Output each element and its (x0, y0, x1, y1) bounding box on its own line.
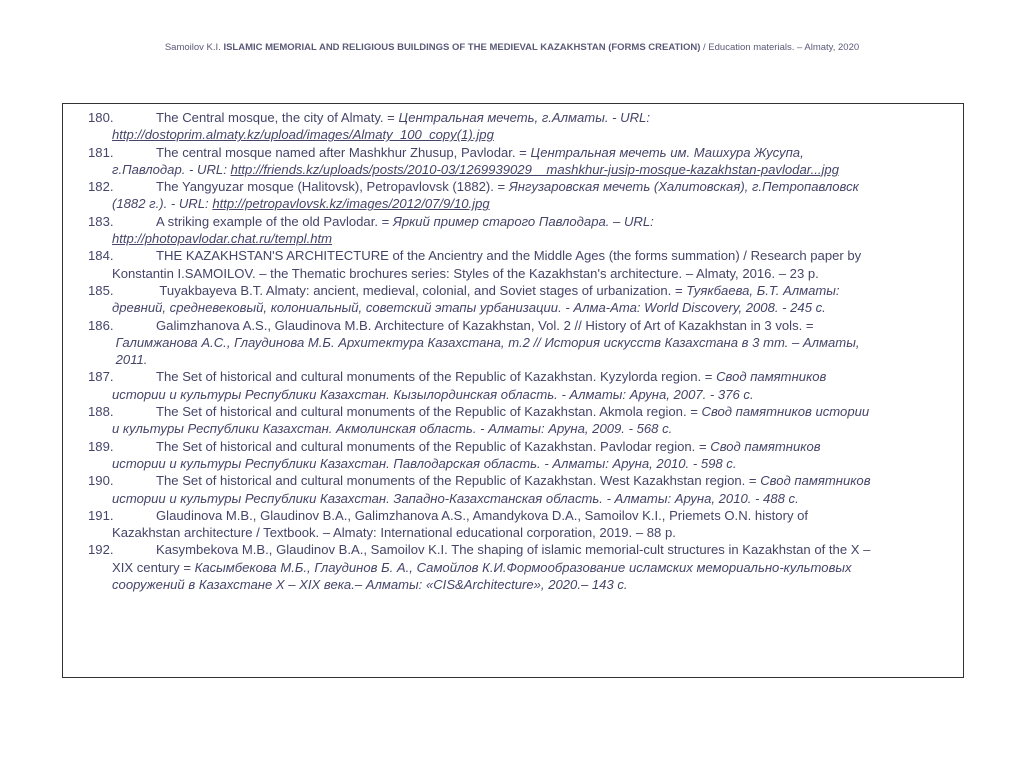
reference-item (88, 178, 960, 213)
reference-text-ru: истории и культуры Республики Казахстан. Кызылординская область. - Алматы: Аруна, 2007. - 376 с. (112, 386, 754, 402)
reference-line (88, 282, 960, 299)
reference-number: 185. (88, 282, 114, 298)
reference-line (88, 524, 960, 541)
reference-line (88, 438, 960, 455)
reference-list (88, 109, 960, 593)
reference-line (88, 213, 960, 230)
reference-number: 182. (88, 179, 114, 195)
reference-text: Konstantin I.SAMOILOV. – the Thematic brochures series: Styles of the Kazakhstan's architecture. – Almaty, 2016. – 23 p. (112, 265, 819, 281)
reference-item (88, 403, 960, 438)
reference-line (88, 559, 960, 576)
reference-link[interactable]: http://photopavlodar.chat.ru/templ.htm (112, 231, 333, 247)
reference-text-ru: Свод памятников истории (701, 404, 870, 420)
reference-item (88, 507, 960, 542)
reference-item (88, 109, 960, 144)
reference-number: 190. (88, 473, 114, 489)
reference-line (88, 299, 960, 316)
reference-text-ru: Свод памятников (716, 369, 827, 385)
reference-text-ru: г.Павлодар. - URL: (112, 161, 231, 177)
reference-item (88, 317, 960, 369)
reference-text: XIX century = (112, 559, 195, 575)
reference-text-ru: Свод памятников (760, 473, 871, 489)
reference-item (88, 144, 960, 179)
reference-line (88, 541, 960, 558)
reference-text-ru: Туякбаева, Б.Т. Алматы: (686, 282, 840, 298)
reference-line (88, 161, 960, 178)
reference-number: 183. (88, 213, 114, 229)
reference-text: The Yangyuzar mosque (Halitovsk), Petropavlovsk (1882). = (156, 179, 509, 195)
reference-item (88, 472, 960, 507)
reference-text-ru: древний, средневековый, колониальный, советский этапы урбанизации. - Алма-Ата: World Discovery, 2008. - 245 с. (112, 300, 826, 316)
reference-item (88, 438, 960, 473)
reference-line (88, 351, 960, 368)
reference-text: The Set of historical and cultural monuments of the Republic of Kazakhstan. West Kazakhstan region. = (156, 473, 761, 489)
reference-text-ru: Центральная мечеть, г.Алматы. - URL: (398, 110, 650, 125)
reference-text-ru: Касымбекова М.Б., Глаудинов Б. А., Самойлов К.И.Формообразование исламских мемориально-культовых (194, 559, 852, 575)
reference-text: Kasymbekova M.B., Glaudinov B.A., Samoilov K.I. The shaping of islamic memorial-cult structures in Kazakhstan of the X – (156, 542, 871, 558)
reference-line (88, 178, 960, 195)
reference-number: 186. (88, 317, 114, 333)
reference-line (88, 109, 960, 126)
reference-text-ru: истории и культуры Республики Казахстан. Западно-Казахстанская область. - Алматы: Аруна, 2010. - 488 с. (112, 490, 799, 506)
reference-line (88, 386, 960, 403)
reference-line (88, 472, 960, 489)
reference-text: The Set of historical and cultural monuments of the Republic of Kazakhstan. Pavlodar region. = (156, 438, 711, 454)
reference-line (88, 265, 960, 282)
reference-number: 181. (88, 144, 114, 160)
reference-text: The central mosque named after Mashkhur Zhusup, Pavlodar. = (156, 144, 531, 160)
reference-text: Galimzhanova A.S., Glaudinova M.B. Architecture of Kazakhstan, Vol. 2 // History of Art of Kazakhstan in 3 vols. = (156, 317, 814, 333)
reference-item (88, 368, 960, 403)
reference-text-ru: Центральная мечеть им. Машхура Жусупа, (530, 144, 804, 160)
reference-text: A striking example of the old Pavlodar. = (156, 213, 393, 229)
reference-item (88, 247, 960, 282)
reference-link[interactable]: http://dostoprim.almaty.kz/upload/images/Almaty_100_copy(1).jpg (112, 127, 494, 143)
reference-line (88, 195, 960, 212)
reference-number: 180. (88, 110, 114, 125)
reference-line (88, 368, 960, 385)
reference-line (88, 455, 960, 472)
reference-text-ru: 2011. (112, 352, 148, 368)
reference-text: Kazakhstan architecture / Textbook. – Almaty: International educational corporation, 2019. – 88 p. (112, 525, 676, 541)
reference-number: 188. (88, 404, 114, 420)
reference-text: THE KAZAKHSTAN'S ARCHITECTURE of the Ancientry and the Middle Ages (the forms summation) / Research paper by (156, 248, 862, 264)
reference-line (88, 490, 960, 507)
header-title: ISLAMIC MEMORIAL AND RELIGIOUS BUILDINGS OF THE MEDIEVAL KAZAKHSTAN (FORMS CREATION) (223, 42, 701, 53)
reference-text: The Set of historical and cultural monuments of the Republic of Kazakhstan. Akmola region. = (156, 404, 702, 420)
reference-number: 189. (88, 438, 114, 454)
reference-item (88, 213, 960, 248)
reference-text-ru: Янгузаровская мечеть (Халитовская), г.Петропавловск (508, 179, 859, 195)
header-author: Samoilov K.I. (164, 42, 221, 53)
reference-line (88, 230, 960, 247)
reference-text: The Set of historical and cultural monuments of the Republic of Kazakhstan. Kyzylorda region. = (156, 369, 717, 385)
header-suffix: / Education materials. – Almaty, 2020 (703, 42, 860, 53)
reference-text-ru: истории и культуры Республики Казахстан. Павлодарская область. - Алматы: Аруна, 2010. - 598 с. (112, 455, 737, 471)
reference-line (88, 144, 960, 161)
reference-link[interactable]: http://petropavlovsk.kz/images/2012/07/9/10.jpg (212, 196, 490, 212)
reference-text: Tuyakbayeva B.T. Almaty: ancient, medieval, colonial, and Soviet stages of urbanization. = (156, 282, 687, 298)
page-header (0, 42, 1024, 53)
reference-text: The Central mosque, the city of Almaty. = (156, 110, 399, 125)
reference-line (88, 420, 960, 437)
reference-text-ru: сооружений в Казахстане X – XIX века.– Алматы: «CIS&Architecture», 2020.– 143 с. (112, 577, 628, 593)
reference-item (88, 282, 960, 317)
reference-number: 187. (88, 369, 114, 385)
reference-link[interactable]: http://friends.kz/uploads/posts/2010-03/1269939029__mashkhur-jusip-mosque-kazakhstan-pavlodar...jpg (230, 161, 839, 177)
reference-text-ru: Свод памятников (710, 438, 821, 454)
reference-line (88, 247, 960, 264)
reference-item (88, 541, 960, 593)
reference-text-ru: Галимжанова А.С., Глаудинова М.Б. Архитектура Казахстана, т.2 // История искусств Казахстана в 3 тт. – Алматы, (112, 334, 860, 350)
reference-text-ru: Яркий пример старого Павлодара. – URL: (392, 213, 654, 229)
reference-line (88, 403, 960, 420)
reference-number: 191. (88, 507, 114, 523)
reference-line (88, 576, 960, 593)
reference-text-ru: (1882 г.). - URL: (112, 196, 213, 212)
reference-number: 184. (88, 248, 114, 264)
reference-number: 192. (88, 542, 114, 558)
reference-line (88, 317, 960, 334)
reference-line (88, 334, 960, 351)
reference-line (88, 126, 960, 143)
reference-line (88, 507, 960, 524)
reference-text-ru: и культуры Республики Казахстан. Акмолинская область. - Алматы: Аруна, 2009. - 568 с. (112, 421, 673, 437)
reference-text: Glaudinova M.B., Glaudinov B.A., Galimzhanova A.S., Amandykova D.A., Samoilov K.I., Priemets O.N. history of (156, 507, 809, 523)
